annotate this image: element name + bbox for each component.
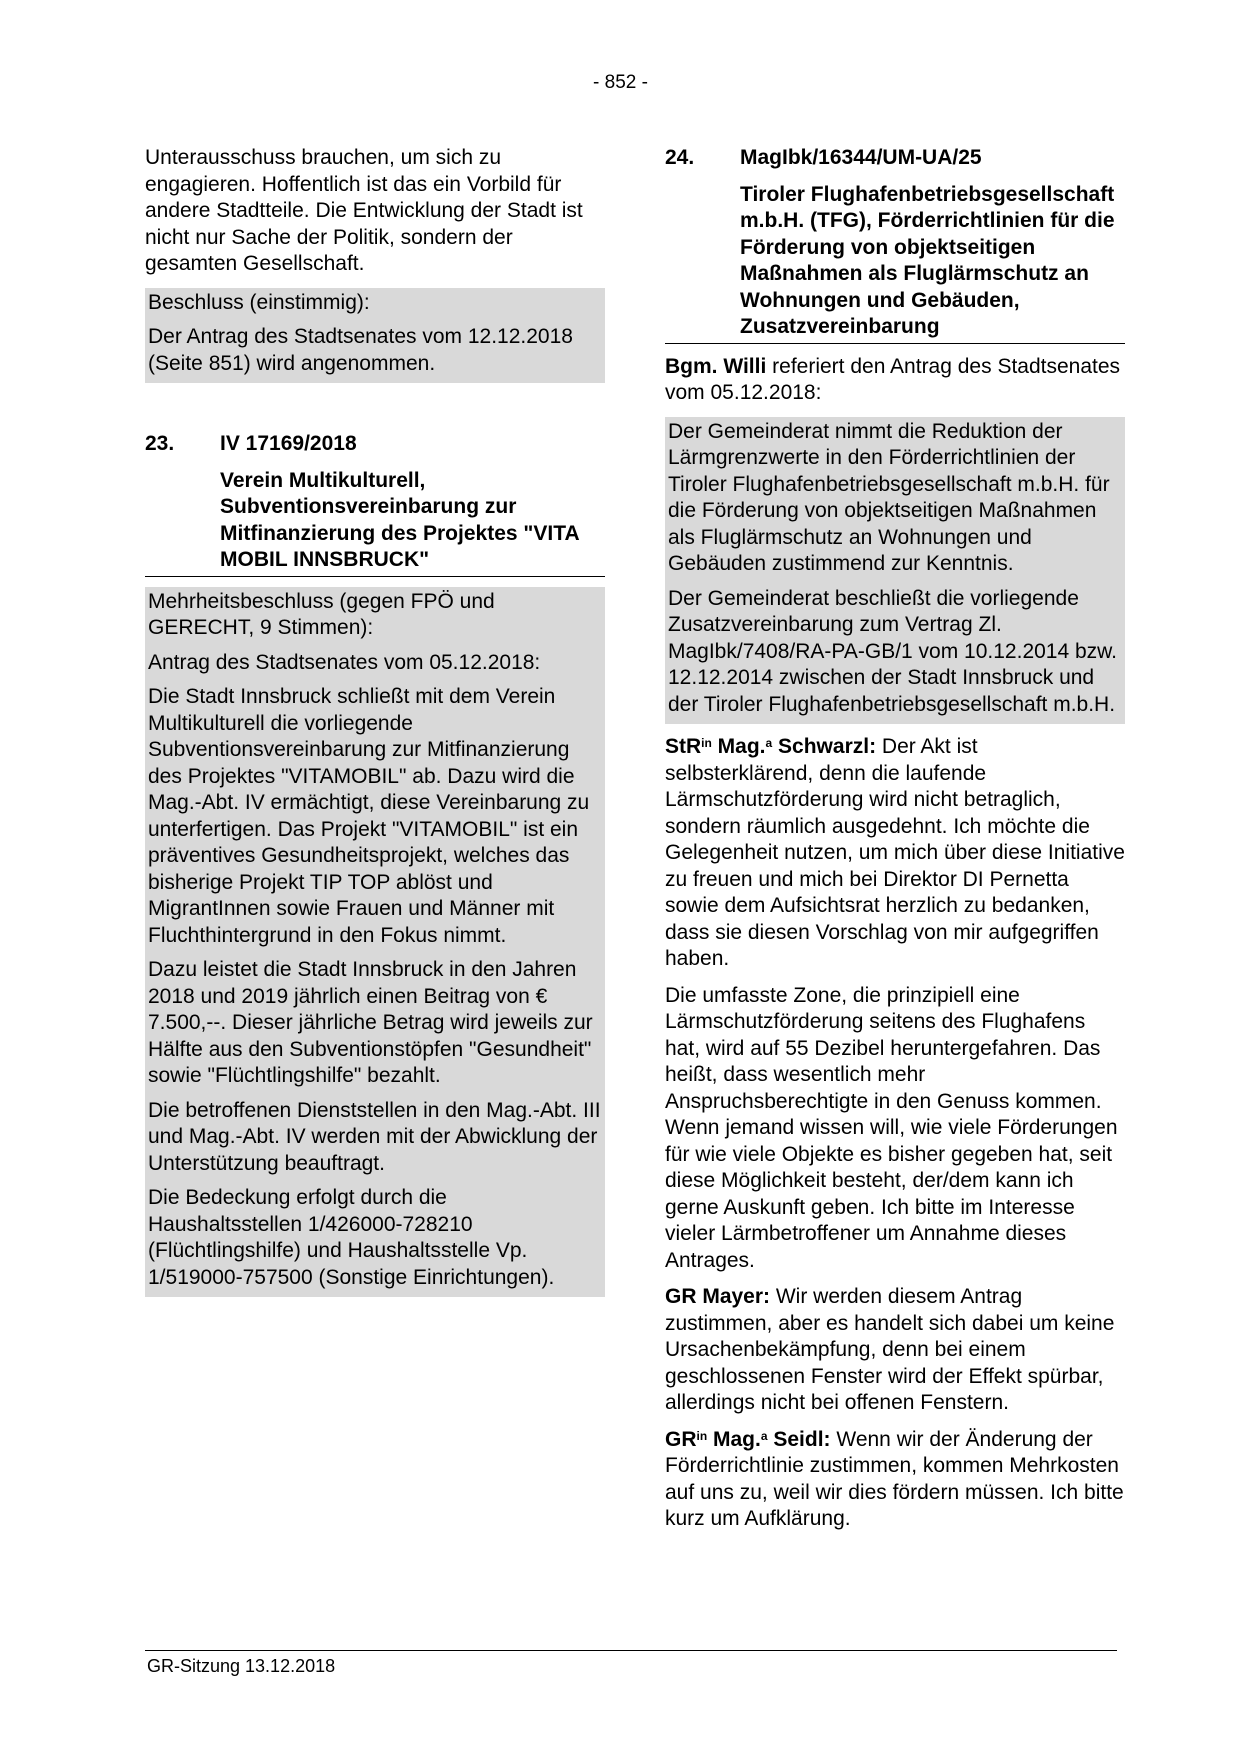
speech-text: Wir werden diesem Antrag zustimmen, aber es handelt sich dabei um keine Ursachenbekämpfung, denn bei einem geschlossenen Fenster wird der Effekt spürbar, allerdings nicht bei offenen Fenstern.	[665, 1285, 1115, 1414]
speaker-sup: in	[701, 736, 712, 750]
speaker-sup: in	[696, 1428, 708, 1443]
speaker-mayer: GR Mayer:	[665, 1285, 771, 1308]
decision-label: Beschluss (einstimmig):	[148, 290, 370, 314]
motion-paragraph: Die betroffenen Dienststellen in den Mag.-Abt. III und Mag.-Abt. IV werden mit der Abwicklung der Unterstützung beauftragt.	[148, 1098, 601, 1175]
item-23-heading	[145, 431, 605, 458]
motion-paragraph: Die Bedeckung erfolgt durch die Haushaltsstellen 1/426000-728210 (Flüchtlingshilfe) und Haushaltsstelle Vp. 1/519000-757500 (Sonstige Einrichtungen).	[148, 1186, 555, 1289]
speech-schwarzl	[665, 734, 1125, 973]
speech-schwarzl-cont: Die umfasste Zone, die prinzipiell eine Lärmschutzförderung seitens des Flughafens hat, wird auf 55 Dezibel heruntergefahren. Das heißt, dass wesentlich mehr Anspruchsberechtigte in den Genuss kommen. Wenn jemand wissen will, wie viele Förderungen für wie viele Objekte es bisher gegeben hat, seit diese Möglichkeit besteht, der/dem kann ich gerne Auskunft geben. Ich bitte im Interesse vieler Lärmbetroffener um Annahme dieses Antrages.	[665, 983, 1118, 1272]
speaker-name: Seidl:	[767, 1427, 831, 1451]
speaker-title: Mag.	[707, 1427, 761, 1451]
item-24-number: 24.	[665, 146, 695, 169]
page-number: - 852 -	[593, 72, 648, 93]
report-paragraph	[665, 354, 1125, 407]
item-23-decision-box	[145, 587, 605, 1298]
speech-seidl	[665, 1427, 1125, 1533]
speaker-title: StR	[665, 735, 702, 758]
item-24-title: Tiroler Flughafenbetriebsgesellschaft m.b.H. (TFG), Förderrichtlinien für die Förderung von objektseitigen Maßnahmen als Fluglärmschutz an Wohnungen und Gebäuden, Zusatzvereinbarung	[740, 182, 1115, 338]
motion-paragraph: Dazu leistet die Stadt Innsbruck in den Jahren 2018 und 2019 jährlich einen Beitrag von € 7.500,--. Dieser jährliche Betrag wird jeweils zur Hälfte aus den Subventionstöpfen "Gesundheit" sowie "Flüchtlingshilfe" bezahlt.	[148, 958, 593, 1087]
speaker-title: Mag.	[711, 735, 766, 758]
motion-paragraph: Der Gemeinderat nimmt die Reduktion der Lärmgrenzwerte in den Förderrichtlinien der Tiroler Flughafenbetriebsgesellschaft m.b.H. für die Förderung von objektseitigen Maßnahmen als Fluglärmschutz an Wohnungen und Gebäuden zustimmend zur Kenntnis.	[668, 419, 1110, 575]
motion-label: Antrag des Stadtsenates vom 05.12.2018:	[148, 650, 541, 674]
footer-text: GR-Sitzung 13.12.2018	[147, 1656, 336, 1676]
speaker-sup: a	[760, 1428, 768, 1443]
item-24-ref: MagIbk/16344/UM-UA/25	[740, 146, 982, 169]
item-23-ref: IV 17169/2018	[220, 432, 357, 455]
item-24-rule	[665, 182, 1125, 344]
decision-text: Der Antrag des Stadtsenates vom 12.12.2018 (Seite 851) wird angenommen.	[148, 325, 573, 375]
right-column	[665, 145, 1125, 1543]
speaker-title: GR	[665, 1427, 697, 1451]
footer-rule	[145, 1650, 1117, 1651]
speaker-name: Schwarzl:	[772, 735, 877, 758]
motion-paragraph: Der Gemeinderat beschließt die vorliegende Zusatzvereinbarung zum Vertrag Zl. MagIbk/7408/RA-PA-GB/1 vom 10.12.2014 bzw. 12.12.2014 zwischen der Stadt Innsbruck und der Tiroler Flughafenbetriebsgesellschaft m.b.H.	[668, 586, 1118, 716]
item-23-title: Verein Multikulturell, Subventionsvereinbarung zur Mitfinanzierung des Projektes "VITA MOBIL INNSBRUCK"	[220, 468, 579, 571]
intro-paragraph: Unterausschuss brauchen, um sich zu engagieren. Hoffentlich ist das ein Vorbild für andere Stadtteile. Die Entwicklung der Stadt ist nicht nur Sache der Politik, sondern der gesamten Gesellschaft.	[145, 146, 583, 275]
item-23-rule	[145, 468, 605, 577]
speech-text: Der Akt ist selbsterklärend, denn die laufende Lärmschutzförderung wird nicht betraglich, sondern räumlich ausgedehnt. Ich möchte die Gelegenheit nutzen, um mich über diese Initiative zu freuen und mich bei Direktor DI Pernetta sowie dem Aufsichtsrat herzlich zu bedanken, dass sie diesen Vorschlag von mir aufgegriffen haben.	[665, 735, 1125, 970]
majority-decision: Mehrheitsbeschluss (gegen FPÖ und GERECHT, 9 Stimmen):	[148, 589, 495, 639]
item-23-number: 23.	[145, 432, 175, 455]
speech-text: Wenn wir der Änderung der Förderrichtlinie zustimmen, kommen Mehrkosten auf uns zu, weil wir dies fördern müssen. Ich bitte kurz um Aufklärung.	[665, 1427, 1124, 1530]
speaker-schwarzl	[665, 735, 876, 758]
decision-box	[145, 288, 605, 384]
speaker-sup: a	[765, 736, 773, 750]
item-24-heading	[665, 145, 1125, 172]
left-column	[145, 145, 605, 1307]
speaker-seidl	[665, 1428, 831, 1451]
motion-paragraph: Die Stadt Innsbruck schließt mit dem Verein Multikulturell die vorliegende Subventionsvereinbarung zur Mitfinanzierung des Projektes "VITAMOBIL" ab. Dazu wird die Mag.-Abt. IV ermächtigt, diese Vereinbarung zu unterfertigen. Das Projekt "VITAMOBIL" ist ein präventives Gesundheitsprojekt, welches das bisherige Projekt TIP TOP ablöst und MigrantInnen sowie Frauen und Männer mit Fluchthintergrund in den Fokus nimmt.	[148, 685, 590, 947]
item-24-motion-box	[665, 417, 1125, 725]
speech-mayer	[665, 1284, 1125, 1417]
report-speaker: Bgm. Willi	[665, 354, 767, 378]
report-text: referiert den Antrag des Stadtsenates vom 05.12.2018:	[665, 354, 1121, 404]
